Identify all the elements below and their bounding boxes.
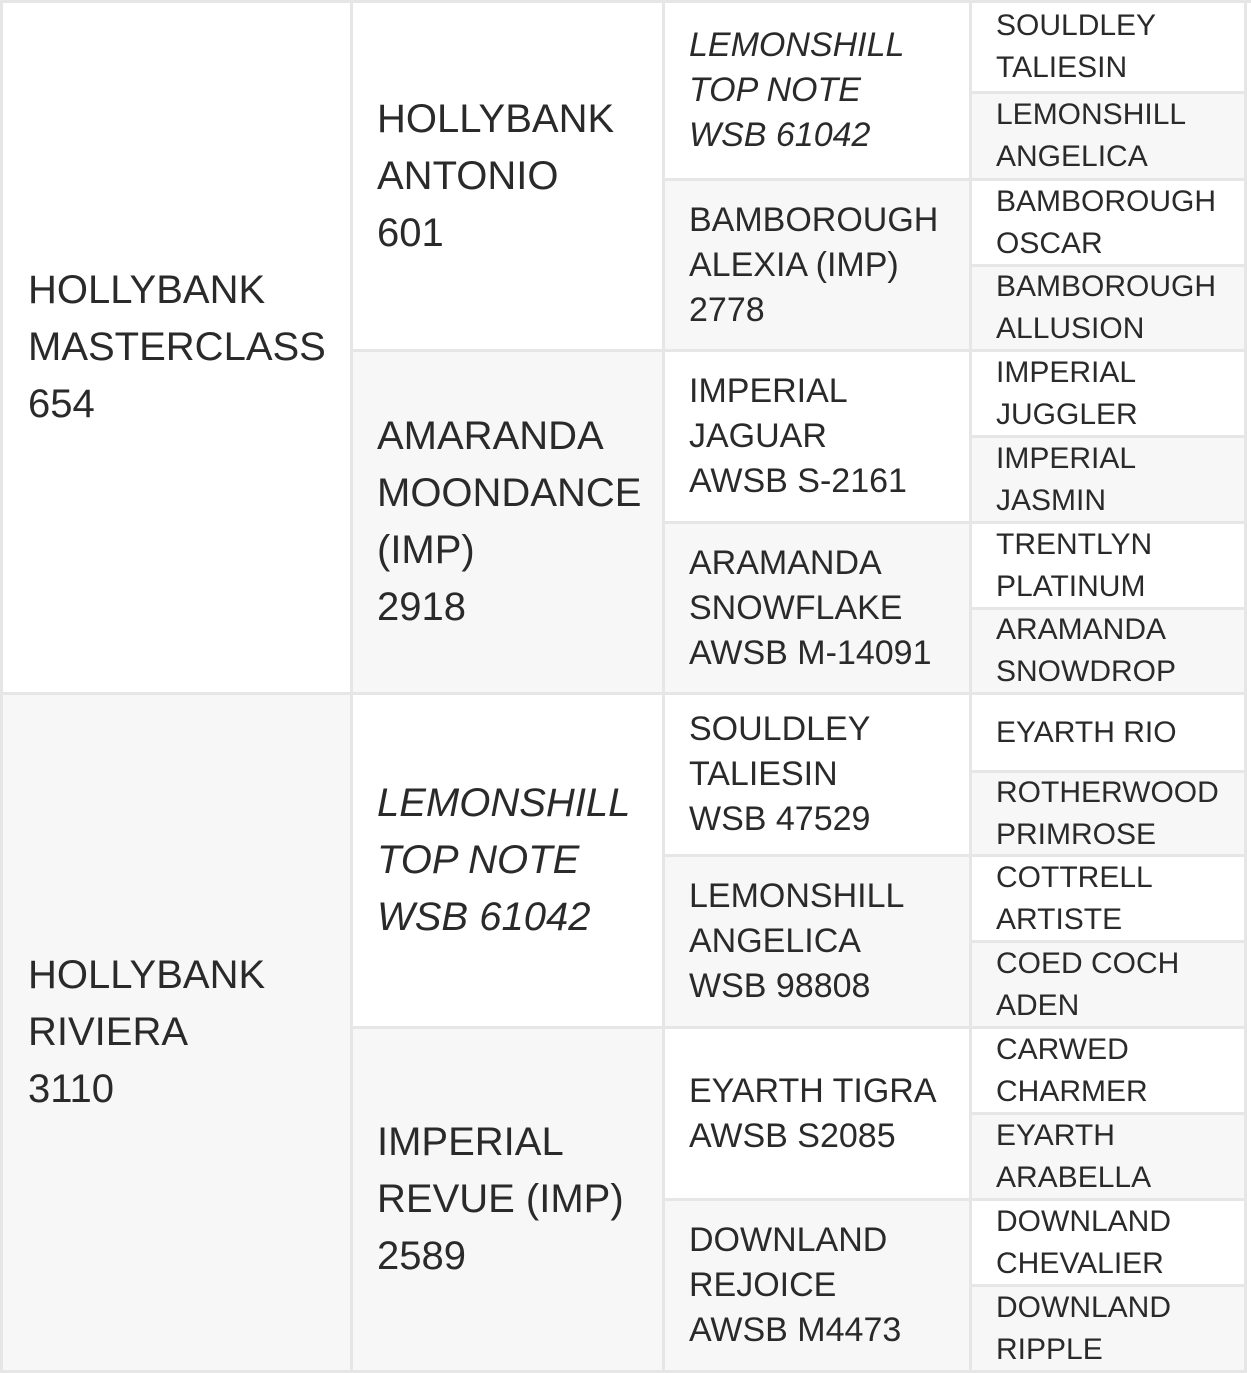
pedigree-cell-g3-4 — [665, 524, 972, 695]
pedigree-cell-g4-3 — [972, 181, 1247, 267]
cell-line: TALIESIN — [689, 755, 838, 793]
pedigree-cell-g4-8 — [972, 610, 1247, 695]
pedigree-cell-g4-6 — [972, 438, 1247, 524]
cell-line: EYARTH RIO — [996, 715, 1177, 749]
pedigree-cell-g4-16 — [972, 1287, 1247, 1373]
cell-line: COTTRELL — [996, 860, 1153, 894]
cell-line: 654 — [28, 382, 95, 426]
cell-line: WSB 61042 — [377, 895, 591, 939]
cell-line: ANGELICA — [689, 922, 861, 960]
cell-line: AWSB M4473 — [689, 1311, 902, 1349]
cell-line: SOULDLEY — [689, 710, 871, 748]
pedigree-cell-g2-2 — [353, 352, 665, 695]
cell-line: AWSB S-2161 — [689, 462, 907, 500]
pedigree-cell-g3-3 — [665, 352, 972, 524]
cell-line: TOP NOTE — [689, 71, 861, 109]
cell-line: DOWNLAND — [996, 1290, 1172, 1324]
pedigree-cell-g4-9 — [972, 695, 1247, 773]
pedigree-cell-g1-2 — [3, 695, 353, 1373]
cell-line: HOLLYBANK — [28, 268, 266, 312]
cell-line: REVUE (IMP) — [377, 1177, 624, 1221]
cell-line: ALEXIA (IMP) — [689, 245, 899, 284]
pedigree-cell-g3-1 — [665, 3, 972, 181]
cell-line: SNOWFLAKE — [689, 588, 903, 627]
cell-line: LEMONSHILL — [996, 98, 1187, 131]
cell-line: JUGGLER — [996, 397, 1138, 431]
cell-line: ARAMANDA — [996, 613, 1167, 646]
cell-line: PRIMROSE — [996, 817, 1157, 851]
cell-line: MASTERCLASS — [28, 325, 326, 369]
cell-line: OSCAR — [996, 226, 1103, 260]
pedigree-cell-g1-1 — [3, 3, 353, 695]
cell-line: WSB 47529 — [689, 800, 871, 838]
cell-line: DOWNLAND — [689, 1221, 888, 1259]
cell-line: MOONDANCE — [377, 471, 642, 515]
cell-line: BAMBOROUGH — [689, 200, 939, 239]
cell-line: ARTISTE — [996, 902, 1123, 936]
cell-line: IMPERIAL — [996, 355, 1137, 389]
cell-line: ADEN — [996, 988, 1080, 1022]
cell-line: EYARTH TIGRA — [689, 1071, 937, 1110]
cell-line: HOLLYBANK — [28, 953, 266, 997]
pedigree-cell-g4-7 — [972, 524, 1247, 610]
pedigree-cell-g4-13 — [972, 1029, 1247, 1115]
cell-line: TOP NOTE — [377, 838, 580, 882]
pedigree-cell-g3-5 — [665, 695, 972, 857]
cell-line: CARWED — [996, 1032, 1129, 1066]
cell-line: LEMONSHILL — [689, 26, 905, 64]
cell-line: REJOICE — [689, 1266, 837, 1304]
cell-line: 601 — [377, 210, 444, 255]
cell-line: 2778 — [689, 290, 765, 329]
cell-line: JASMIN — [996, 483, 1107, 517]
cell-line: ARABELLA — [996, 1160, 1152, 1194]
pedigree-cell-g3-2 — [665, 181, 972, 352]
cell-line: EYARTH — [996, 1118, 1115, 1152]
pedigree-cell-g2-3 — [353, 695, 665, 1029]
cell-line: AMARANDA — [377, 414, 604, 458]
cell-line: ALLUSION — [996, 312, 1145, 345]
pedigree-cell-g4-12 — [972, 943, 1247, 1029]
pedigree-cell-g4-1 — [972, 3, 1247, 94]
pedigree-cell-g4-5 — [972, 352, 1247, 438]
cell-line: WSB 61042 — [689, 116, 871, 154]
cell-line: IMPERIAL — [689, 372, 848, 410]
cell-line: ARAMANDA — [689, 543, 882, 582]
cell-line: SOULDLEY — [996, 9, 1157, 42]
pedigree-cell-g2-1 — [353, 3, 665, 352]
cell-line: RIVIERA — [28, 1010, 189, 1054]
cell-line: ROTHERWOOD — [996, 775, 1219, 809]
pedigree-cell-g3-7 — [665, 1029, 972, 1201]
pedigree-cell-g3-8 — [665, 1201, 972, 1373]
cell-line: AWSB S2085 — [689, 1116, 896, 1155]
cell-line: BAMBOROUGH — [996, 184, 1217, 218]
pedigree-cell-g4-15 — [972, 1201, 1247, 1287]
cell-line: DOWNLAND — [996, 1204, 1172, 1238]
cell-line: CHARMER — [996, 1074, 1148, 1108]
pedigree-cell-g4-14 — [972, 1115, 1247, 1201]
cell-line: IMPERIAL — [996, 441, 1137, 475]
cell-line: RIPPLE — [996, 1332, 1103, 1366]
pedigree-cell-g4-11 — [972, 857, 1247, 943]
cell-line: 3110 — [28, 1067, 115, 1111]
cell-line: IMPERIAL — [377, 1120, 564, 1164]
cell-line: TALIESIN — [996, 51, 1128, 84]
cell-line: ANTONIO — [377, 153, 559, 198]
cell-line: (IMP) — [377, 528, 475, 572]
pedigree-cell-g4-10 — [972, 773, 1247, 857]
cell-line: CHEVALIER — [996, 1246, 1164, 1280]
cell-line: WSB 98808 — [689, 967, 871, 1005]
cell-line: BAMBOROUGH — [996, 270, 1217, 303]
cell-line: 2589 — [377, 1234, 466, 1278]
pedigree-cell-g3-6 — [665, 857, 972, 1029]
cell-line: HOLLYBANK — [377, 96, 615, 141]
cell-line: LEMONSHILL — [377, 781, 631, 825]
cell-line: ANGELICA — [996, 140, 1148, 173]
cell-line: LEMONSHILL — [689, 877, 905, 915]
cell-line: COED COCH — [996, 946, 1180, 980]
cell-line: PLATINUM — [996, 569, 1146, 603]
cell-line: AWSB M-14091 — [689, 633, 932, 672]
pedigree-cell-g4-2 — [972, 94, 1247, 181]
pedigree-cell-g2-4 — [353, 1029, 665, 1373]
cell-line: 2918 — [377, 585, 466, 629]
pedigree-cell-g4-4 — [972, 267, 1247, 352]
cell-line: JAGUAR — [689, 417, 827, 455]
cell-line: SNOWDROP — [996, 655, 1176, 688]
cell-line: TRENTLYN — [996, 527, 1153, 561]
